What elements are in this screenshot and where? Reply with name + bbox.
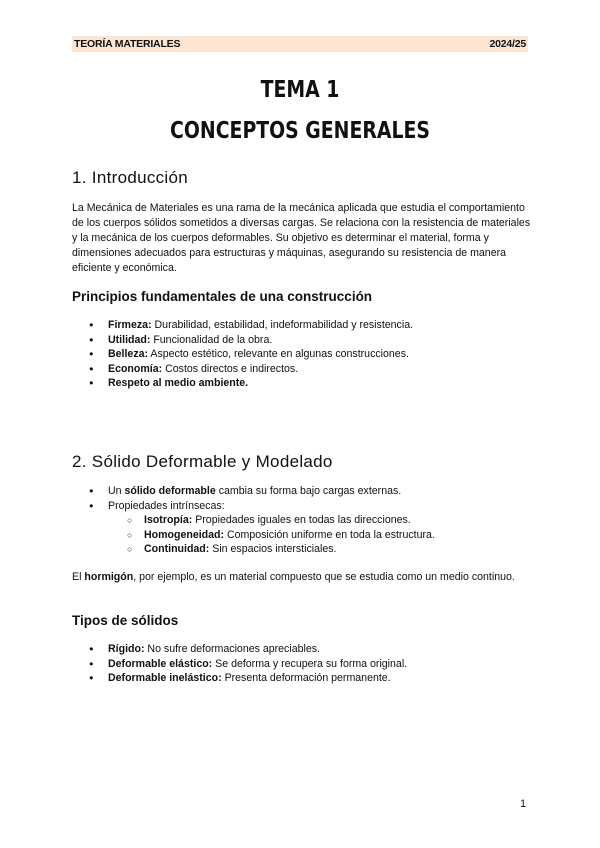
principles-list (72, 318, 542, 391)
list-item: ● Firmeza: Durabilidad, estabilidad, indeformabilidad y resistencia. (72, 318, 542, 333)
solid-list (72, 484, 542, 557)
header-year: 2024/25 (489, 38, 526, 50)
solid-types-heading: Tipos de sólidos (72, 613, 179, 628)
list-item: ● Deformable inelástico: Presenta deformación permanente. (72, 671, 542, 686)
list-item: ● Rígido: No sufre deformaciones apreciables. (72, 642, 542, 657)
list-item: ● Economía: Costos directos e indirectos. (72, 362, 542, 377)
title-line-1: TEMA 1 (260, 77, 340, 103)
intro-paragraph: La Mecánica de Materiales es una rama de la mecánica aplicada que estudia el comportamiento de los cuerpos sólidos sometidos a diversas cargas. Se relaciona con la resistencia de materiales y la mecánica de los cuerpos deformables. Su objetivo es determinar el material, forma y dimensiones adecuados para estructuras y máquinas, asegurando su resistencia de manera eficiente y económica. (72, 202, 531, 274)
list-item: ● Un sólido deformable cambia su forma bajo cargas externas. (72, 484, 542, 499)
principles-heading: Principios fundamentales de una construcción (72, 289, 373, 304)
header-subject: TEORÍA MATERIALES (74, 38, 181, 50)
list-item: ● Respeto al medio ambiente. (72, 376, 542, 391)
sub-list-item: ○ Continuidad: Sin espacios intersticiales. (72, 542, 542, 557)
list-item: ● Propiedades intrínsecas: (72, 499, 542, 514)
list-item: ● Deformable elástico: Se deforma y recupera su forma original. (72, 657, 542, 672)
list-item: ● Belleza: Aspecto estético, relevante en algunas construcciones. (72, 347, 542, 362)
list-item: ● Utilidad: Funcionalidad de la obra. (72, 333, 542, 348)
page-number: 1 (520, 798, 526, 810)
section-1-heading: 1. Introducción (72, 168, 189, 187)
title-line-2: CONCEPTOS GENERALES (170, 118, 430, 144)
section-2-heading: 2. Sólido Deformable y Modelado (72, 452, 333, 471)
sub-list-item: ○ Isotropía: Propiedades iguales en todas las direcciones. (72, 513, 542, 528)
sub-list-item: ○ Homogeneidad: Composición uniforme en toda la estructura. (72, 528, 542, 543)
concrete-paragraph: El hormigón, por ejemplo, es un material compuesto que se estudia como un medio continuo. (72, 571, 515, 583)
solid-types-list (72, 642, 542, 686)
